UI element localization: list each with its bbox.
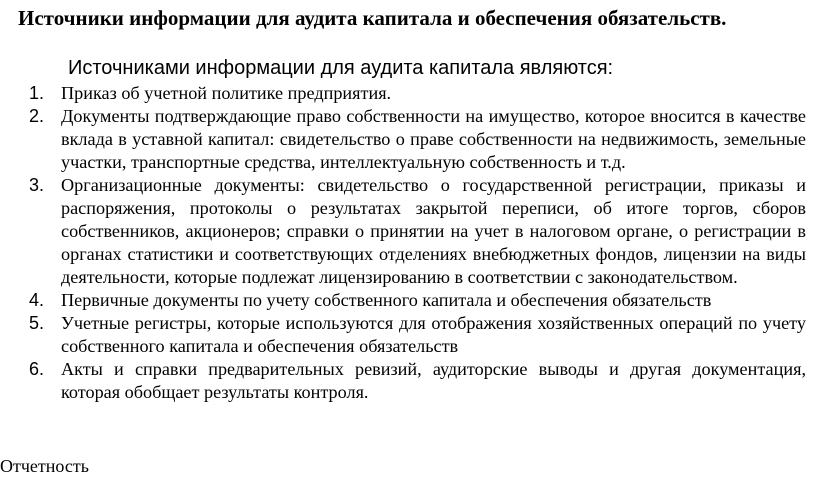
page-title: Источники информации для аудита капитала и обеспечения обязательств. bbox=[18, 6, 727, 30]
list-item-text: Учетные регистры, которые используются для отображения хозяйственных операций по учету собственного капитала и обеспечения обязательств bbox=[61, 313, 806, 356]
footer-label: Отчетность bbox=[0, 456, 89, 476]
list-item bbox=[0, 312, 816, 358]
list-item bbox=[0, 174, 816, 289]
list-item-text: Приказ об учетной политике предприятия. bbox=[61, 83, 392, 103]
list-item bbox=[0, 82, 816, 105]
list-item-text: Документы подтверждающие право собственности на имущество, которое вносится в качестве вклада в уставной капитал: свидетельство о праве собственности на недвижимость, земельные участки, транспортные средства, интеллектуальную собственность и т.д. bbox=[61, 106, 806, 172]
list-item-number: 5. bbox=[29, 313, 45, 333]
sources-list bbox=[0, 82, 816, 404]
list-item-number: 2. bbox=[29, 106, 45, 126]
list-intro: Источниками информации для аудита капитала являются: bbox=[68, 57, 614, 79]
list-item-number: 6. bbox=[29, 359, 45, 379]
list-item bbox=[0, 105, 816, 174]
list-item-number: 4. bbox=[29, 290, 45, 310]
list-item-text: Первичные документы по учету собственного капитала и обеспечения обязательств bbox=[61, 290, 712, 310]
list-item-number: 3. bbox=[29, 175, 45, 195]
list-item bbox=[0, 358, 816, 404]
list-item-text: Акты и справки предварительных ревизий, аудиторские выводы и другая документация, которая обобщает результаты контроля. bbox=[61, 359, 806, 402]
list-item bbox=[0, 289, 816, 312]
list-item-number: 1. bbox=[29, 83, 45, 103]
list-item-text: Организационные документы: свидетельство о государственной регистрации, приказы и распоряжения, протоколы о результатах закрытой переписи, об итоге торгов, сборов собственников, акционеров; справки о принятии на учет в налоговом органе, о регистрации в органах статистики и соответствующих отделениях внебюджетных фондов, лицензии на виды деятельности, которые подлежат лицензированию в соответствии с законодательством. bbox=[61, 175, 806, 287]
